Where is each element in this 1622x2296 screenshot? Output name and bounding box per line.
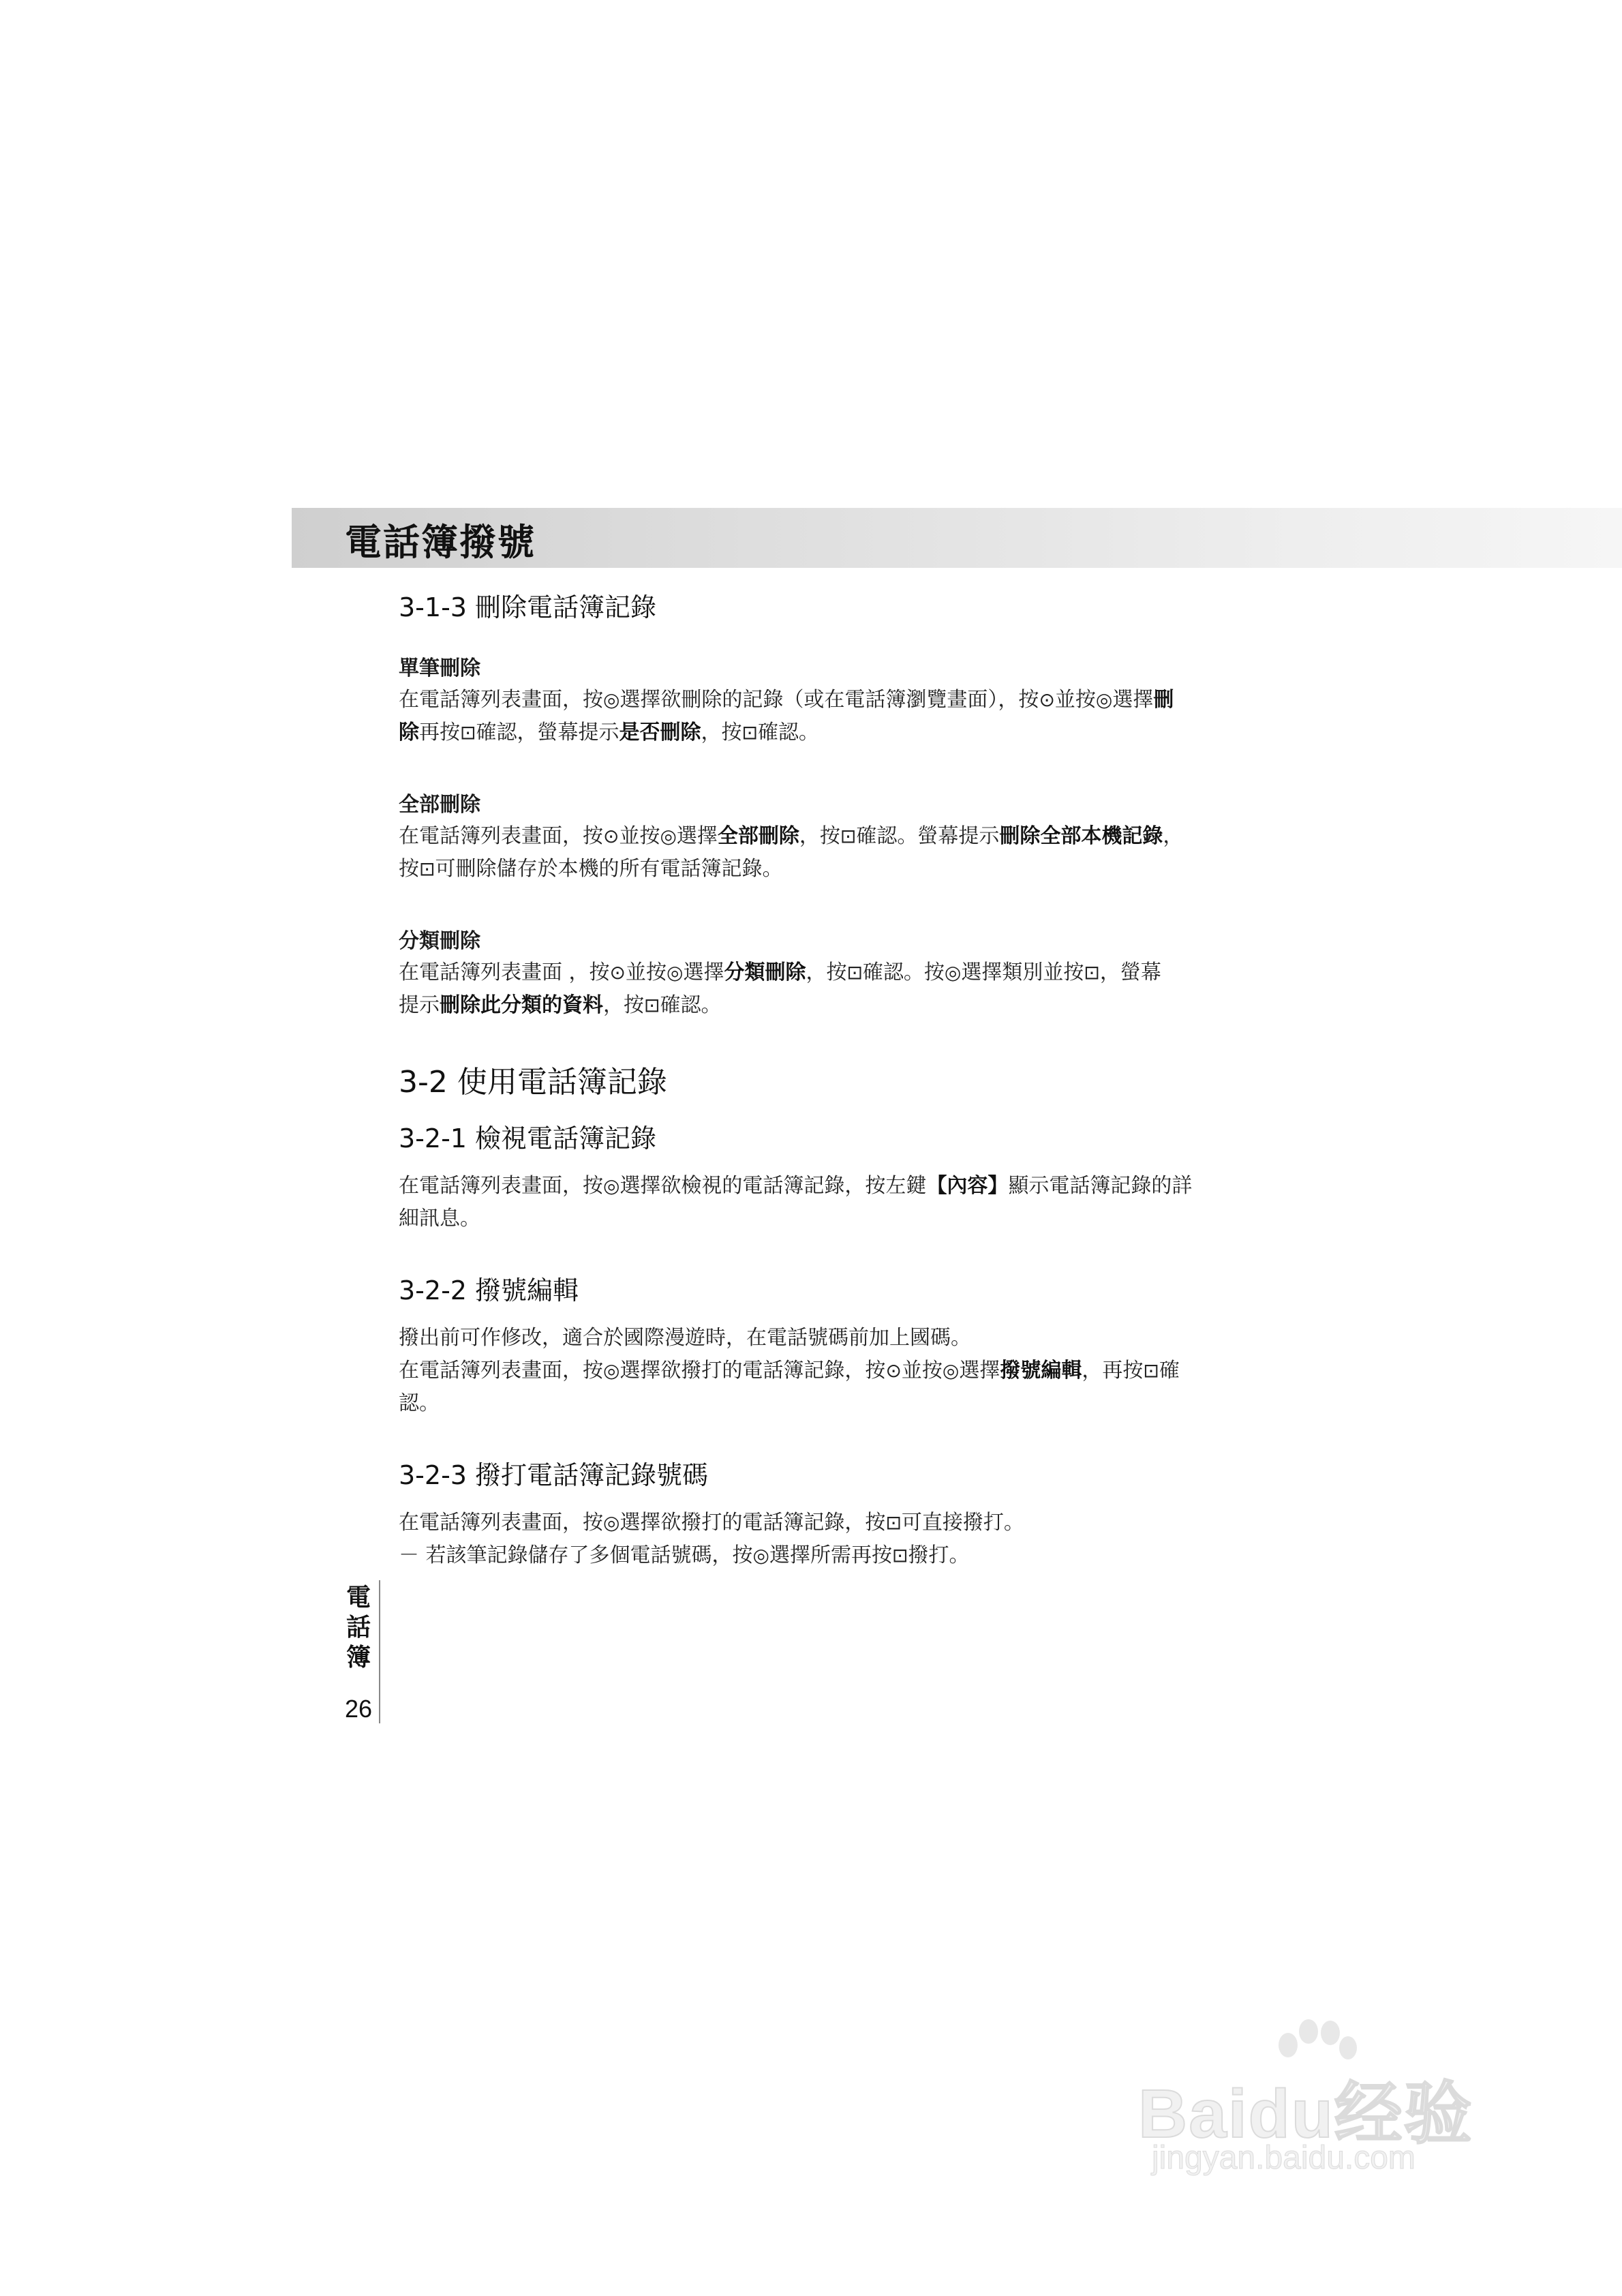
paragraph-category-delete (399, 956, 1237, 1022)
section-banner (292, 508, 1622, 568)
text-bold: 刪除此分類的資料 (440, 993, 603, 1017)
text: 撥打。 (908, 1543, 970, 1567)
send-key-icon: ⊡ (741, 721, 758, 744)
text: 確認。按 (862, 961, 945, 984)
text: 選擇欲撥打的電話簿記錄，按 (619, 1511, 886, 1535)
navigation-key-icon: ◎ (1095, 689, 1113, 711)
page-title: 電話簿撥號 (345, 521, 536, 564)
send-key-icon: ⊡ (846, 961, 863, 984)
navigation-key-icon: ◎ (660, 825, 677, 847)
text: 並按 (1054, 688, 1096, 712)
text-bold: 全部刪除 (717, 824, 799, 848)
ok-key-icon: ⊙ (609, 961, 626, 984)
watermark-url: jingyan.baidu.com (1152, 2140, 1416, 2176)
text: 可刪除儲存於本機的所有電話簿記錄。 (435, 857, 783, 881)
text: 認。 (399, 1391, 440, 1415)
paragraph-dial-record (399, 1507, 1237, 1572)
text: 選擇欲刪除的記錄（或在電話簿瀏覽畫面），按 (619, 688, 1039, 712)
text: ，按 (806, 961, 847, 984)
text: 選擇所需再按 (769, 1543, 892, 1567)
navigation-key-icon: ◎ (752, 1544, 769, 1567)
paragraph-dial-edit (399, 1322, 1237, 1420)
text: 按 (399, 857, 419, 881)
text: 確認。 (660, 993, 722, 1017)
navigation-key-icon: ◎ (603, 689, 620, 711)
paragraph-delete-all (399, 820, 1237, 886)
text-bold: 刪除全部本機記錄 (999, 824, 1163, 848)
send-key-icon: ⊡ (1084, 961, 1100, 984)
ok-key-icon: ⊙ (1039, 689, 1055, 711)
text-bold: 是否刪除 (619, 721, 701, 744)
navigation-key-icon: ◎ (603, 1511, 620, 1534)
text: 細訊息。 (399, 1207, 480, 1230)
text-bold: 刪 (1153, 688, 1174, 712)
send-key-icon: ⊡ (1143, 1359, 1159, 1382)
text: 顯示電話簿記錄的詳 (1008, 1174, 1193, 1198)
text: 確認，螢幕提示 (476, 721, 619, 744)
text: ， (1163, 824, 1184, 848)
watermark-jingyan: 经验 (1334, 2074, 1473, 2154)
send-key-icon: ⊡ (885, 1511, 902, 1534)
text: 撥出前可作修改，適合於國際漫遊時，在電話號碼前加上國碼。 (399, 1326, 971, 1350)
send-key-icon: ⊡ (644, 994, 660, 1016)
subheading-category-delete: 分類刪除 (399, 929, 480, 953)
text: 在電話簿列表畫面，按 (399, 824, 603, 848)
text: ，按 (701, 721, 742, 744)
subheading-single-delete: 單筆刪除 (399, 656, 480, 680)
text: 可直接撥打。 (901, 1511, 1024, 1535)
text: ，螢幕 (1099, 961, 1161, 984)
text: 選擇 (959, 1359, 1000, 1383)
text: 並按 (901, 1359, 943, 1383)
text: 提示 (399, 993, 440, 1017)
navigation-key-icon: ◎ (603, 1359, 620, 1382)
text: 選擇 (683, 961, 724, 984)
send-key-icon: ⊡ (419, 858, 435, 880)
main-content (399, 586, 1237, 1572)
paragraph-view-record (399, 1170, 1237, 1235)
text: 選擇 (676, 824, 718, 848)
text: 確認。 (757, 721, 819, 744)
subheading-delete-all: 全部刪除 (399, 793, 480, 817)
text: 在電話簿列表畫面，按 (399, 1511, 603, 1535)
text: 選擇類別並按 (961, 961, 1084, 984)
text: 在電話簿列表畫面，按 (399, 1359, 603, 1383)
navigation-key-icon: ◎ (942, 1359, 960, 1382)
heading-3-2-1: 3-2-1 檢視電話簿記錄 (399, 1123, 657, 1153)
text: ，再按 (1082, 1359, 1144, 1383)
paragraph-single-delete (399, 684, 1237, 749)
heading-3-2: 3-2 使用電話簿記錄 (399, 1065, 667, 1100)
navigation-key-icon: ◎ (603, 1175, 620, 1197)
text-bold: 撥號編輯 (1000, 1359, 1082, 1383)
side-divider (379, 1580, 380, 1723)
text-bold: 【內容】 (926, 1174, 1009, 1198)
text: 確認。螢幕提示 (856, 824, 1000, 848)
text: 在電話簿列表畫面 ，按 (399, 961, 610, 984)
text-bold: 除 (399, 721, 419, 744)
text: － 若該筆記錄儲存了多個電話號碼，按 (399, 1543, 753, 1567)
watermark-bai: Bai (1138, 2076, 1249, 2152)
text-bold: 分類刪除 (724, 961, 806, 984)
heading-3-2-2: 3-2-2 撥號編輯 (399, 1275, 579, 1305)
text: 在電話簿列表畫面，按 (399, 688, 603, 712)
text: 並按 (626, 961, 667, 984)
ok-key-icon: ⊙ (885, 1359, 902, 1382)
send-key-icon: ⊡ (840, 825, 857, 847)
send-key-icon: ⊡ (460, 721, 476, 744)
navigation-key-icon: ◎ (667, 961, 684, 984)
send-key-icon: ⊡ (891, 1544, 908, 1567)
text: 並按 (619, 824, 660, 848)
text: 再按 (419, 721, 460, 744)
navigation-key-icon: ◎ (944, 961, 962, 984)
baidu-watermark (1138, 2018, 1574, 2175)
side-chapter-label: 電話簿 (346, 1584, 371, 1672)
text: 確 (1159, 1359, 1180, 1383)
text: 選擇欲撥打的電話簿記錄，按 (619, 1359, 886, 1383)
text: ，按 (603, 993, 644, 1017)
text: 選擇 (1112, 688, 1154, 712)
watermark-du: du (1248, 2076, 1334, 2152)
text: 在電話簿列表畫面，按 (399, 1174, 603, 1198)
heading-3-1-3: 3-1-3 刪除電話簿記錄 (399, 592, 657, 622)
page-number: 26 (344, 1695, 373, 1723)
text: ，按 (799, 824, 840, 848)
heading-3-2-3: 3-2-3 撥打電話簿記錄號碼 (399, 1460, 709, 1490)
ok-key-icon: ⊙ (603, 825, 619, 847)
text: 選擇欲檢視的電話簿記錄，按左鍵 (619, 1174, 927, 1198)
